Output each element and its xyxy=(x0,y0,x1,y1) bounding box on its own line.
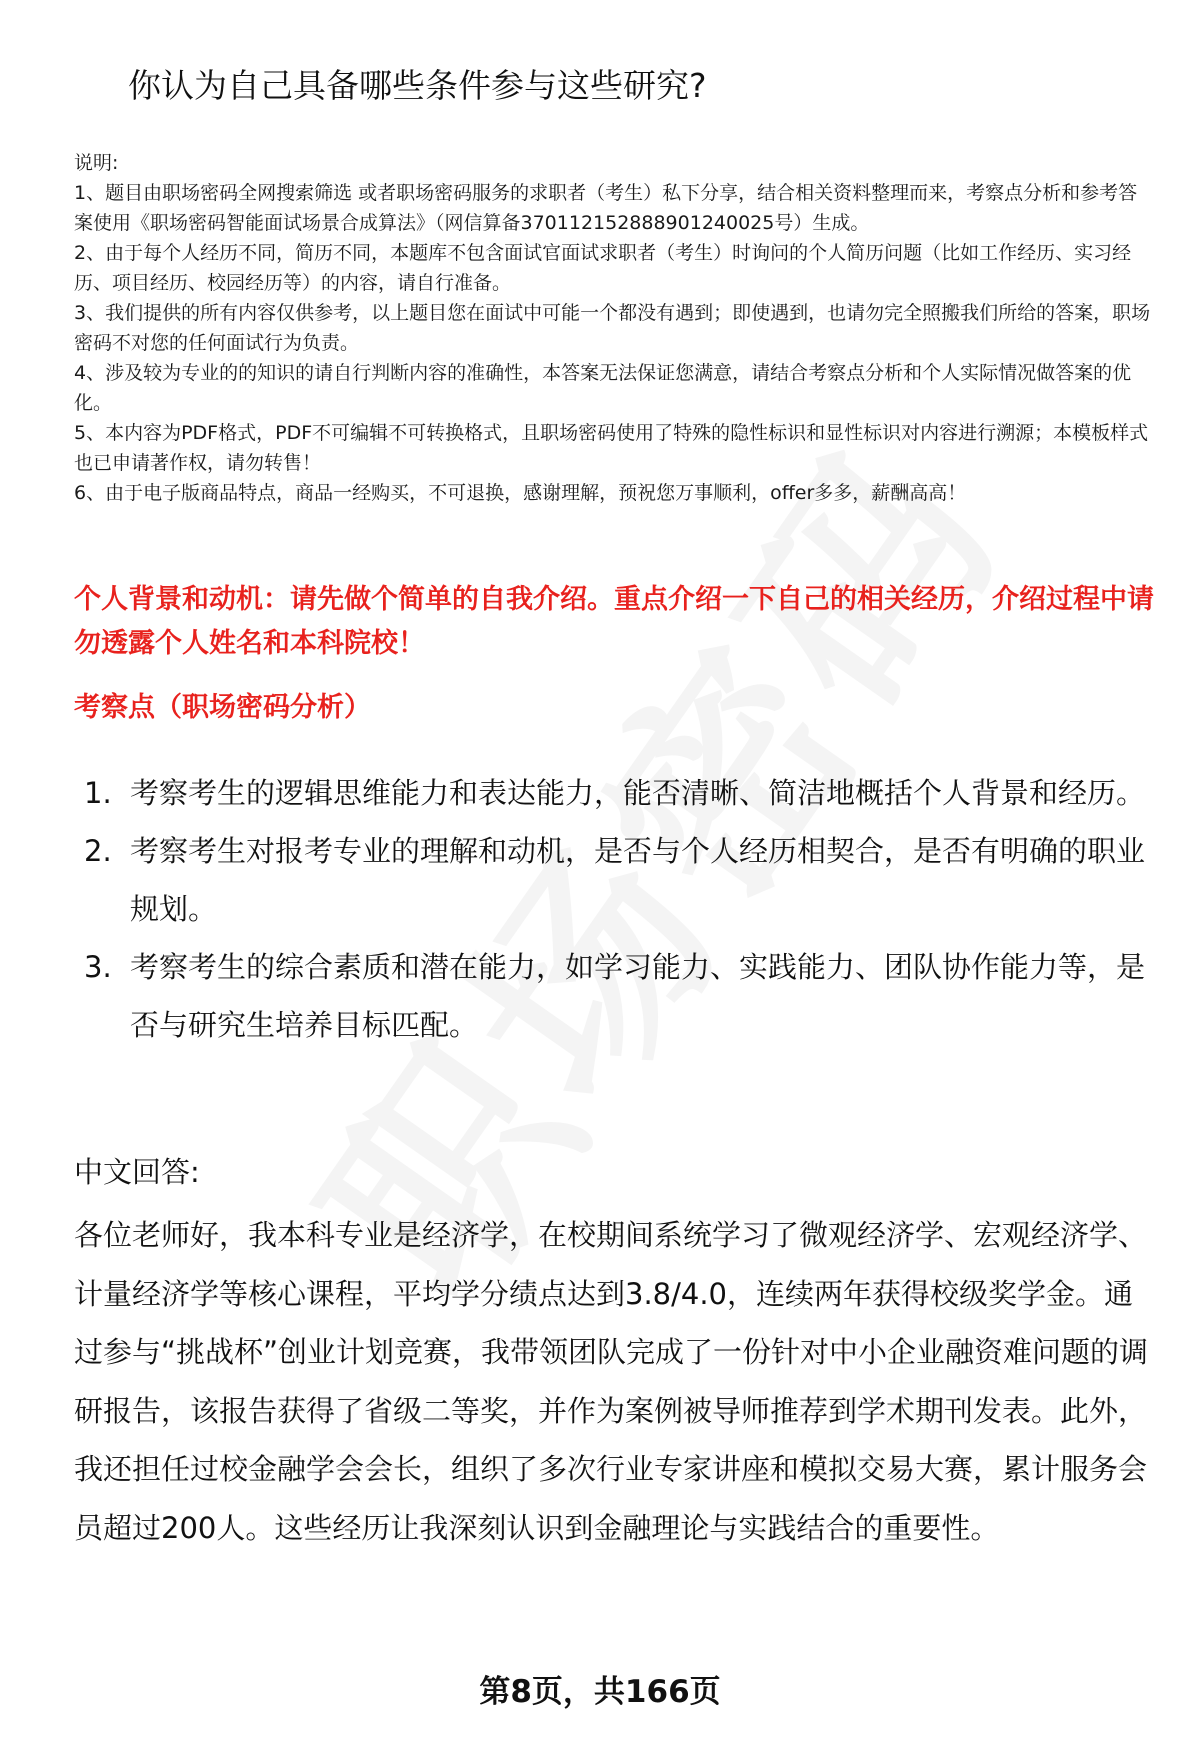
note-item-1: 1、题目由职场密码全网搜索筛选 或者职场密码服务的求职者（考生）私下分享，结合相关资料整理而来，考察点分析和参考答案使用《职场密码智能面试场景合成算法》（网信算备370112152888901240025号）生成。 xyxy=(74,182,1138,234)
point-text: 考察考生的逻辑思维能力和表达能力，能否清晰、简洁地概括个人背景和经历。 xyxy=(130,776,1146,810)
note-item-4: 4、涉及较为专业的的知识的请自行判断内容的准确性，本答案无法保证您满意，请结合考察点分析和个人实际情况做答案的优化。 xyxy=(74,362,1132,414)
analysis-point-1 xyxy=(84,764,1154,822)
point-number: 2. xyxy=(84,834,112,868)
analysis-points-list xyxy=(84,764,1154,1054)
analysis-point-2 xyxy=(84,822,1154,938)
note-item-3: 3、我们提供的所有内容仅供参考，以上题目您在面试中可能一个都没有遇到；即使遇到，也请勿完全照搬我们所给的答案，职场密码不对您的任何面试行为负责。 xyxy=(74,302,1151,354)
point-number: 3. xyxy=(84,950,112,984)
analysis-heading: 考察点（职场密码分析） xyxy=(74,692,371,723)
interview-question-heading: 个人背景和动机：请先做个简单的自我介绍。重点介绍一下自己的相关经历，介绍过程中请勿透露个人姓名和本科院校！ xyxy=(74,584,1154,659)
question-title: 你认为自己具备哪些条件参与这些研究? xyxy=(128,66,707,105)
answer-label: 中文回答: xyxy=(74,1155,200,1189)
answer-body: 各位老师好，我本科专业是经济学，在校期间系统学习了微观经济学、宏观经济学、计量经济学等核心课程，平均学分绩点达到3.8/4.0，连续两年获得校级奖学金。通过参与“挑战杯”创业计划竞赛，我带领团队完成了一份针对中小企业融资难问题的调研报告，该报告获得了省级二等奖，并作为案例被导师推荐到学术期刊发表。此外，我还担任过校金融学会会长，组织了多次行业专家讲座和模拟交易大赛，累计服务会员超过200人。这些经历让我深刻认识到金融理论与实践结合的重要性。 xyxy=(74,1218,1149,1545)
note-item-2: 2、由于每个人经历不同，简历不同，本题库不包含面试官面试求职者（考生）时询问的个人简历问题（比如工作经历、实习经历、项目经历、校园经历等）的内容，请自行准备。 xyxy=(74,242,1132,294)
analysis-point-3 xyxy=(84,938,1154,1054)
point-text: 考察考生的综合素质和潜在能力，如学习能力、实践能力、团队协作能力等，是否与研究生培养目标匹配。 xyxy=(130,950,1146,1042)
point-text: 考察考生对报考专业的理解和动机，是否与个人经历相契合，是否有明确的职业规划。 xyxy=(130,834,1146,926)
point-number: 1. xyxy=(84,776,112,810)
note-item-5: 5、本内容为PDF格式，PDF不可编辑不可转换格式，且职场密码使用了特殊的隐性标识和显性标识对内容进行溯源；本模板样式也已申请著作权，请勿转售！ xyxy=(74,422,1149,474)
notes-heading: 说明: xyxy=(74,152,119,174)
note-item-6: 6、由于电子版商品特点，商品一经购买，不可退换，感谢理解，预祝您万事顺利，offer多多，薪酬高高！ xyxy=(74,482,967,504)
page-number: 第8页，共166页 xyxy=(479,1674,721,1710)
notes-section xyxy=(74,148,1154,508)
